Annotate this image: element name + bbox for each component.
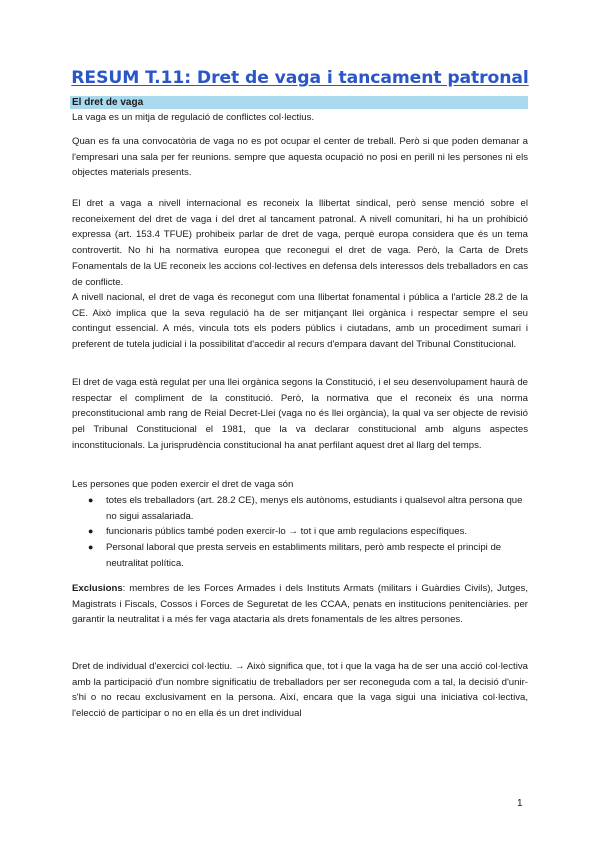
bullet-icon: ● xyxy=(88,542,94,553)
bullet-icon: ● xyxy=(88,526,94,537)
intro-paragraph: La vaga es un mitja de regulació de conflictes col·lectius. xyxy=(72,112,315,123)
bullet-icon: ● xyxy=(88,495,94,505)
paragraph-occupation: Quan es fa una convocatòria de vaga no es pot ocupar el center de treball. Però si que poden demanar a l'empresari una sala per fer reunions. sempre que aquesta ocupació no posi en perill ni les persones ni els objectes materials presents. xyxy=(72,136,528,179)
paragraph-who-can-strike: Les persones que poden exercir el dret de vaga són xyxy=(72,479,294,490)
eligible-persons-list xyxy=(72,493,528,572)
paragraph-individual-right: Dret de individual d'exercici col·lectiu. → Això significa que, tot i que la vaga ha de ser una acció col·lectiva amb la participació d'un nombre significatiu de treballadors per ser reconeguda com a tal, la decisió d'unir-s'hi o no recau exclusivament en la persona. Així, encara que la vaga sigui una iniciativa col·lectiva, l'elecció de participar o no en ella és un dret individual xyxy=(72,661,528,720)
exclusions-text: : membres de les Forces Armades i dels Instituts Armats (militars i Guàrdies Civils), Jutges, Magistrats i Fiscals, Cossos i Forces de Seguretat de les CCAA, penats en institucions penitenciàries. per garantir la neutralitat i a més fer vaga atactaria als drets fonamentals de les altres persones. xyxy=(72,583,528,626)
paragraph-international: El dret a vaga a nivell internacional es reconeix la llibertat sindical, però sense menció sobre el reconeixement del dret de vaga i del dret al tancament patronal. A nivell comunitari, hi ha un prohibició expressa (art. 153.4 TFUE) prohibeix parlar de dret de vaga, perquè europa considera que és un tema controvertit. No hi ha normativa europea que reconegui el dret de vaga. Però, la Carta de Drets Fonamentals de la UE reconeix les accions col·lectives en defensa dels interessos dels treballadors en cas de conflicte. xyxy=(72,198,528,288)
page-number: 1 xyxy=(517,798,523,809)
section-heading: El dret de vaga xyxy=(72,97,144,108)
paragraph-regulation: El dret de vaga està regulat per una llei orgànica segons la Constitució, i el seu desenvolupament haurà de respectar el compliment de la constitució. Però, la normativa que el reconeix és una norma preconstitucional amb rang de Reial Decret-Llei (vaga no és llei orgància), la qual va ser objecte de revisió pel Tribunal Constitucional el 1981, que la va declarar constitucional amb alguns aspectes inconstitucionals. La jurisprudència constitucional ha anat perfilant aquest dret al llarg del temps. xyxy=(72,377,528,451)
list-item xyxy=(72,493,528,524)
list-item xyxy=(72,524,528,540)
list-item xyxy=(72,540,528,571)
list-item-text: totes els treballadors (art. 28.2 CE), menys els autònoms, estudiants i qualsevol altra persona que no sigui assalariada. xyxy=(106,495,523,522)
exclusions-label: Exclusions xyxy=(72,583,123,594)
list-item-text: Personal laboral que presta serveis en establiments militars, però amb respecte el principi de neutralitat política. xyxy=(106,542,502,569)
document-title: RESUM T.11: Dret de vaga i tancament patronal xyxy=(71,68,529,88)
paragraph-national: A nivell nacional, el dret de vaga és reconegut com una llibertat fonamental i pública a l'article 28.2 de la CE. Això implica que la seva regulació ha de ser mitjançant llei orgànica i respectar sempre el seu contingut essencial. A més, vincula tots els poders públics i ciutadans, amb un procediment sumari i preferent de tutela judicial i la possibilitat d'accedir al recurs d'empara davant del Tribunal Constitucional. xyxy=(72,292,528,351)
paragraph-exclusions xyxy=(72,581,528,628)
list-item-text: funcionaris públics també poden exercir-lo → tot i que amb regulacions específiques. xyxy=(106,526,468,538)
